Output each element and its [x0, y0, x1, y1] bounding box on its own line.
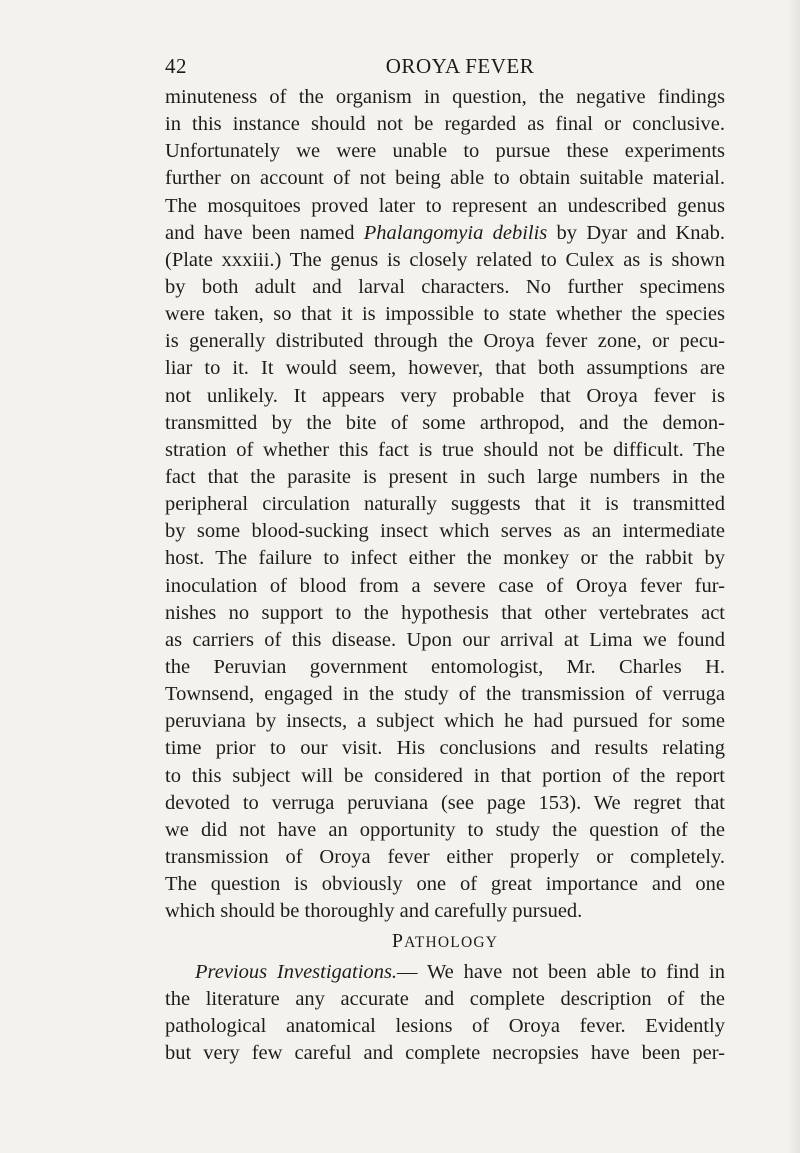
text-line: The question is obviously one of great importance and one [165, 873, 725, 896]
text-line: transmission of Oroya fever either properly or completely. [165, 845, 725, 868]
running-title: OROYA FEVER [385, 54, 535, 78]
text-line: as carriers of this disease. Upon our arrival at Lima we found [165, 628, 725, 651]
paragraph-previous-investigations [165, 959, 725, 1068]
heading-initial: P [391, 930, 405, 953]
text-line: peripheral circulation naturally suggests that it is transmitted [165, 493, 725, 516]
text-line: Townsend, engaged in the study of the transmission of verruga [165, 683, 725, 706]
text-line [165, 959, 725, 986]
text-line: the Peruvian government entomologist, Mr. Charles H. [165, 655, 725, 678]
paragraph-transmission [165, 84, 725, 925]
text-line [165, 220, 725, 247]
page-number: 42 [165, 54, 187, 78]
text-line: is generally distributed through the Oroya fever zone, or pecu- [165, 330, 725, 353]
text-line: but very few careful and complete necropsies have been per- [165, 1041, 725, 1064]
line-text: by Dyar and Knab. [547, 221, 726, 244]
text-line: (Plate xxxiii.) The genus is closely related to Culex as is shown [165, 248, 725, 271]
text-line: not unlikely. It appears very probable that Oroya fever is [165, 384, 725, 407]
text-line: The mosquitoes proved later to represent an undescribed genus [165, 194, 725, 217]
text-line: time prior to our visit. His conclusions and results relating [165, 737, 725, 760]
text-line: transmitted by the bite of some arthropod, and the demon- [165, 411, 725, 434]
italic-text: Phalangomyia debilis [363, 221, 548, 244]
text-line: peruviana by insects, a subject which he had pursued for some [165, 710, 725, 733]
page-edge-shadow [786, 0, 800, 1153]
text-line: devoted to verruga peruviana (see page 153). We regret that [165, 791, 725, 814]
text-line: stration of whether this fact is true should not be difficult. The [165, 438, 725, 461]
text-line: liar to it. It would seem, however, that both assumptions are [165, 357, 725, 380]
page-header [165, 54, 725, 84]
text-line: further on account of not being able to obtain suitable material. [165, 167, 725, 190]
heading-rest: ATHOLOGY [404, 934, 499, 952]
text-line: nishes no support to the hypothesis that other vertebrates act [165, 601, 725, 624]
body-text [165, 84, 725, 1067]
text-line: pathological anatomical lesions of Oroya fever. Evidently [165, 1014, 725, 1037]
text-line: by both adult and larval characters. No further specimens [165, 275, 725, 298]
text-line: which should be thoroughly and carefully pursued. [165, 900, 583, 923]
text-line: the literature any accurate and complete description of the [165, 987, 725, 1010]
text-line: inoculation of blood from a severe case of Oroya fever fur- [165, 574, 725, 597]
text-line: were taken, so that it is impossible to state whether the species [165, 303, 725, 326]
text-line: in this instance should not be regarded as final or conclusive. [165, 113, 725, 136]
text-line: to this subject will be considered in that portion of the report [165, 764, 725, 787]
text-line: we did not have an opportunity to study the question of the [165, 818, 725, 841]
text-line: by some blood-sucking insect which serves as an intermediate [165, 520, 725, 543]
text-line: fact that the parasite is present in such large numbers in the [165, 465, 725, 488]
text-line: minuteness of the organism in question, the negative findings [165, 86, 725, 108]
italic-text: Previous Investigations. [195, 960, 398, 983]
line-text: and have been named [165, 221, 364, 244]
section-heading-pathology [165, 928, 725, 955]
line-text: — We have not been able to find in [397, 960, 725, 983]
text-line: Unfortunately we were unable to pursue these experiments [165, 140, 725, 163]
text-line: host. The failure to infect either the monkey or the rabbit by [165, 547, 725, 570]
